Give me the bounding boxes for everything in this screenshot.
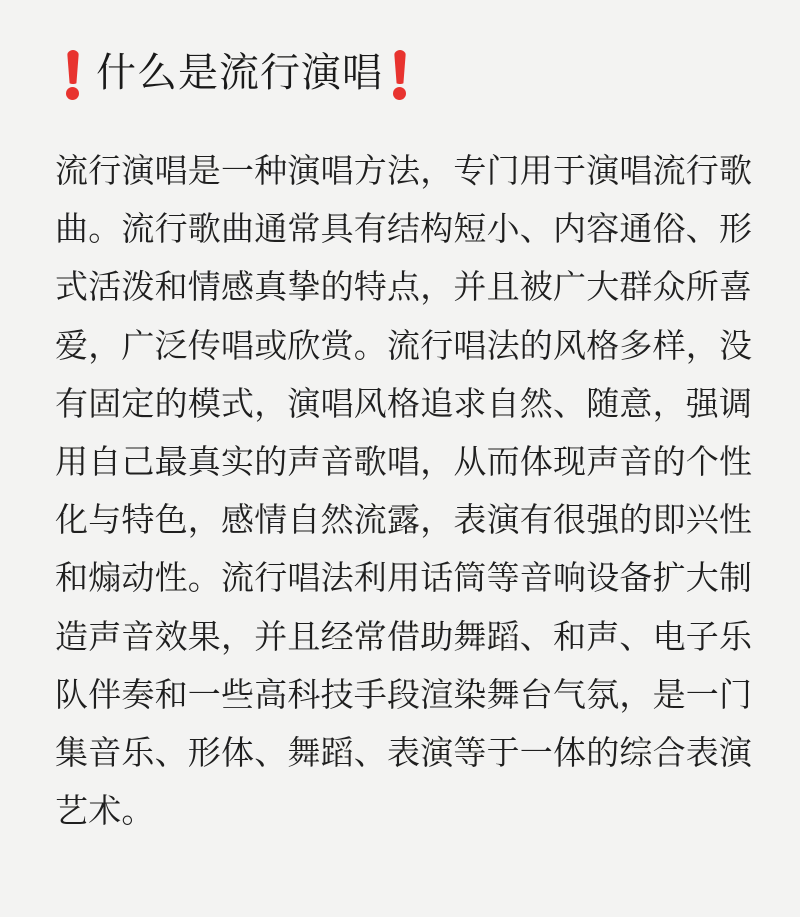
text-line: 爱，广泛传唱或欣赏。流行唱法的风格多样，没 <box>55 325 753 365</box>
text-line: 流行演唱是一种演唱方法，专门用于演唱流行歌 <box>55 151 753 190</box>
text-line: 集音乐、形体、舞蹈、表演等于一体的综合表演 <box>55 732 753 772</box>
body-paragraph <box>55 142 770 840</box>
page-title <box>62 38 411 108</box>
exclamation-icon <box>62 46 84 100</box>
text-line: 用自己最真实的声音歌唱，从而体现声音的个性 <box>55 441 753 481</box>
text-line: 式活泼和情感真挚的特点，并且被广大群众所喜 <box>55 267 753 307</box>
text-line: 队伴奏和一些高科技手段渲染舞台气氛，是一门 <box>55 674 753 714</box>
exclamation-icon <box>389 46 411 100</box>
text-line: 曲。流行歌曲通常具有结构短小、内容通俗、形 <box>55 209 753 249</box>
text-line: 艺术。 <box>55 791 155 831</box>
text-line: 有固定的模式，演唱风格追求自然、随意，强调 <box>55 383 753 423</box>
text-line: 和煽动性。流行唱法利用话筒等音响设备扩大制 <box>55 558 753 598</box>
text-line: 造声音效果，并且经常借助舞蹈、和声、电子乐 <box>55 616 753 656</box>
text-line: 化与特色，感情自然流露，表演有很强的即兴性 <box>55 500 753 540</box>
title-text: 什么是流行演唱 <box>96 50 383 96</box>
